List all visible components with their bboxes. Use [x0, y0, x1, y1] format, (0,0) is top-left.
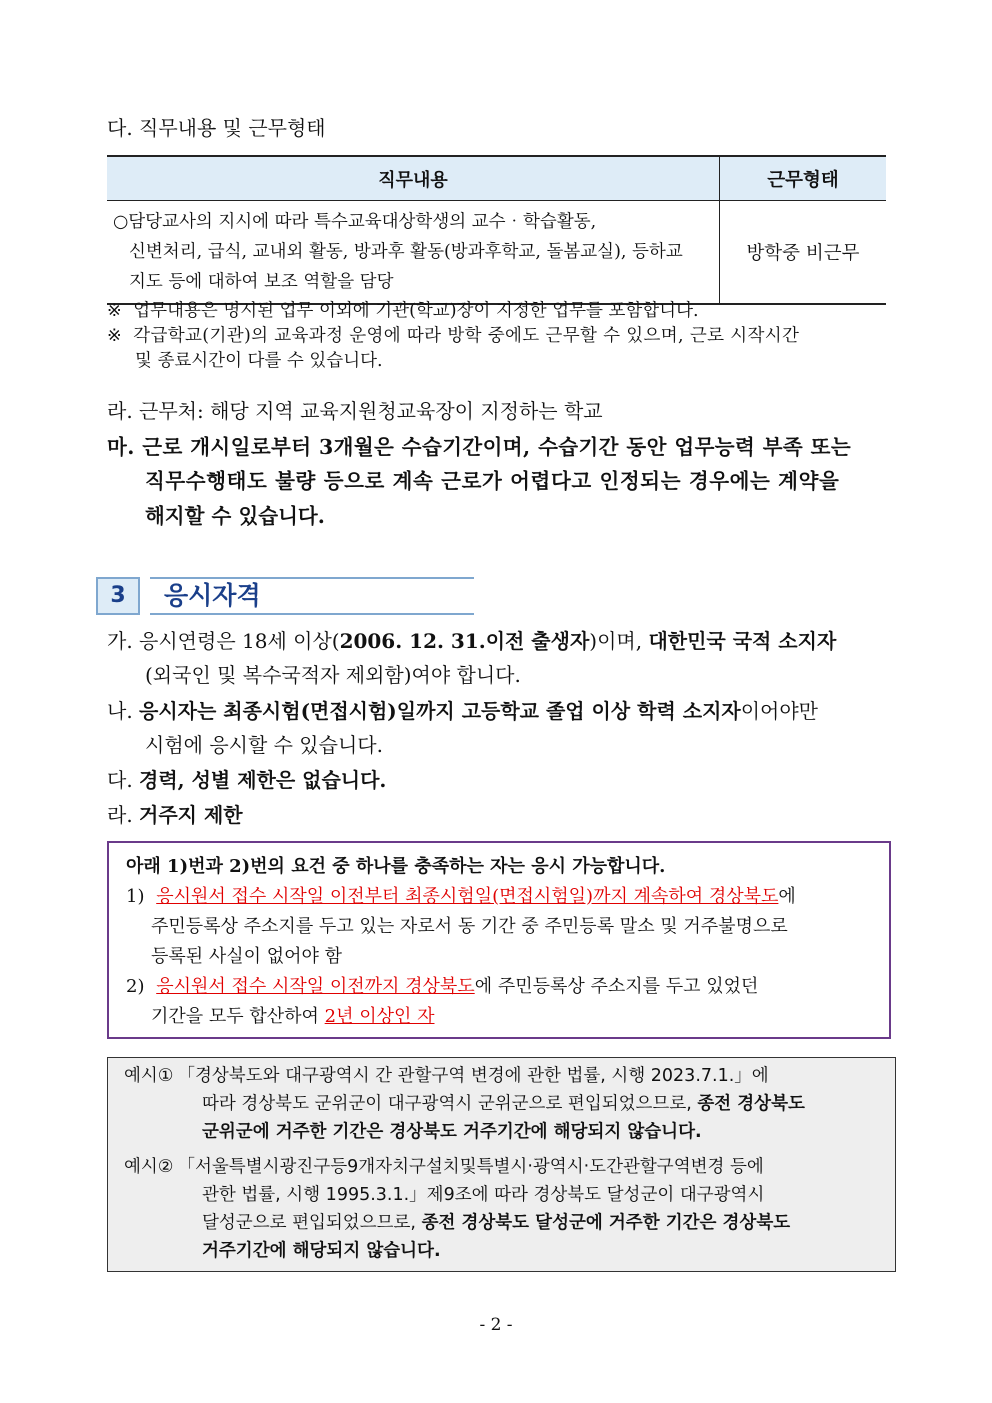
- reference-mark: ※: [107, 326, 122, 346]
- examples-box: [107, 1057, 896, 1272]
- duty-line-3: 지도 등에 대하여 보조 역할을 담당: [129, 272, 394, 292]
- work-type-column-header: 근무형태: [720, 156, 887, 201]
- workplace: 라. 근무처: 해당 지역 교육지원청교육장이 지정하는 학교: [107, 399, 603, 423]
- eligibility-education: 나. 응시자는 최종시험(면접시험)일까지 고등학교 졸업 이상 학력 소지자이어야만: [107, 699, 818, 723]
- residence-intro: 아래 1)번과 2)번의 요건 중 하나를 충족하는 자는 응시 가능합니다.: [126, 856, 666, 877]
- eligibility-career: 다. 경력, 성별 제한은 없습니다.: [107, 768, 387, 792]
- eligibility-residence: 라. 거주지 제한: [107, 803, 243, 827]
- duty-table: [107, 155, 886, 305]
- example-2-cont-2: 달성군으로 편입되었으므로, 종전 경상북도 달성군에 거주한 기간은 경상북도: [202, 1213, 791, 1233]
- work-type-cell: 방학중 비근무: [720, 201, 887, 305]
- example-2-cont-3: 거주기간에 해당되지 않습니다.: [202, 1241, 441, 1261]
- example-1-cont-2: 군위군에 거주한 기간은 경상북도 거주기간에 해당되지 않습니다.: [202, 1122, 702, 1142]
- page-number: - 2 -: [479, 1315, 513, 1335]
- example-2-label: 예시②: [124, 1157, 174, 1177]
- eligibility-age: 가. 응시연령은 18세 이상(2006. 12. 31.이전 출생자)이며, 대한민국 국적 소지자: [107, 629, 837, 653]
- duty-line-2: 신변처리, 급식, 교내외 활동, 방과후 활동(방과후학교, 돌봄교실), 등하교: [129, 242, 683, 262]
- example-1-label: 예시①: [124, 1066, 174, 1086]
- residence-item-1-cont-2: 등록된 사실이 없어야 함: [151, 946, 343, 967]
- residence-item-1-cont: 주민등록상 주소지를 두고 있는 자로서 동 기간 중 주민등록 말소 및 거주불명으로: [151, 916, 788, 937]
- table-row: [107, 201, 886, 305]
- reference-mark: ※: [107, 301, 122, 321]
- residence-item-2-cont: 기간을 모두 합산하여 2년 이상인 자: [151, 1006, 435, 1027]
- section-number: 3: [96, 577, 140, 615]
- duty-heading: 다. 직무내용 및 근무형태: [107, 116, 326, 140]
- residence-item-2: 2) 응시원서 접수 시작일 이전까지 경상북도에 주민등록상 주소지를 두고 있었던: [126, 976, 759, 997]
- probation-line-3: 해지할 수 있습니다.: [145, 504, 325, 528]
- example-1-cont: 따라 경상북도 군위군이 대구광역시 군위군으로 편입되었으므로, 종전 경상북도: [202, 1094, 805, 1114]
- example-2: 예시② 「서울특별시광진구등9개자치구설치및특별시‧광역시‧도간관할구역변경 등에: [124, 1157, 764, 1177]
- duty-note-2-cont: 및 종료시간이 다를 수 있습니다.: [135, 351, 383, 371]
- probation-line-2: 직무수행태도 불량 등으로 계속 근로가 어렵다고 인정되는 경우에는 계약을: [145, 469, 840, 493]
- example-1: 예시① 「경상북도와 대구광역시 간 관할구역 변경에 관한 법률, 시행 2023.7.1.」에: [124, 1066, 769, 1086]
- probation-line-1: 마. 근로 개시일로부터 3개월은 수습기간이며, 수습기간 동안 업무능력 부족 또는: [107, 435, 852, 459]
- residence-item-1: 1) 응시원서 접수 시작일 이전부터 최종시험일(면접시험일)까지 계속하여 경상북도에: [126, 886, 796, 907]
- duty-column-header: 직무내용: [107, 156, 720, 201]
- duty-description-cell: [107, 201, 720, 305]
- duty-line-1: ○담당교사의 지시에 따라 특수교육대상학생의 교수‧학습활동,: [113, 212, 597, 232]
- eligibility-age-cont: (외국인 및 복수국적자 제외함)여야 합니다.: [145, 663, 521, 687]
- residence-requirement-box: [107, 841, 891, 1039]
- eligibility-education-cont: 시험에 응시할 수 있습니다.: [145, 733, 383, 757]
- duty-note-2: ※ 각급학교(기관)의 교육과정 운영에 따라 방학 중에도 근무할 수 있으며, 근로 시작시간: [107, 326, 800, 346]
- section-title: 응시자격: [150, 577, 474, 615]
- duty-note-1: ※ 업무내용은 명시된 업무 이외에 기관(학교)장이 지정한 업무를 포함합니다.: [107, 301, 699, 321]
- example-2-cont: 관한 법률, 시행 1995.3.1.」제9조에 따라 경상북도 달성군이 대구광역시: [202, 1185, 765, 1205]
